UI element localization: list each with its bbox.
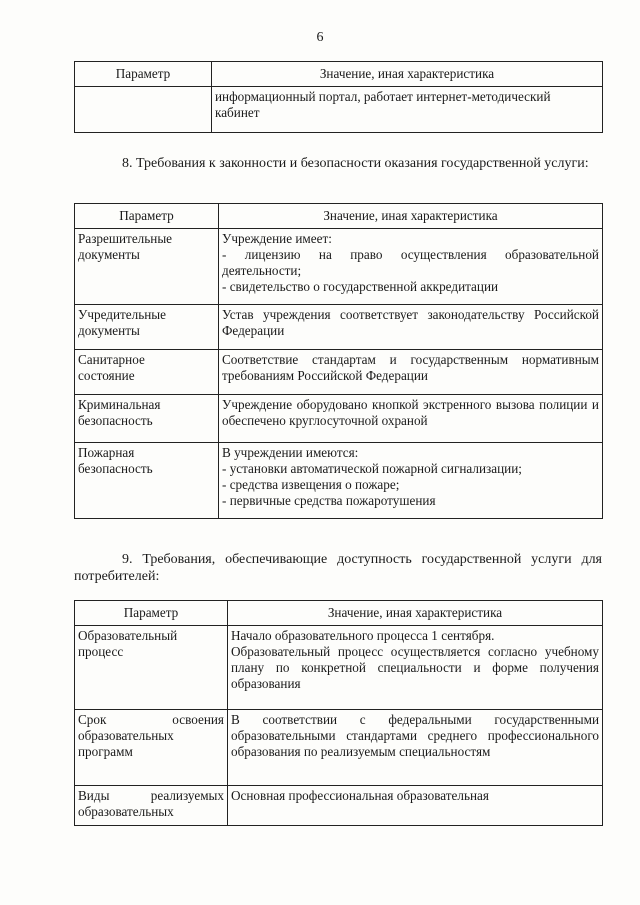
value-line: кабинет — [215, 105, 260, 120]
param-cell: Санитарное состояние — [75, 350, 219, 395]
param-cell: Пожарная безопасность — [75, 443, 219, 519]
continuation-table — [74, 61, 603, 133]
value-line: информационный портал, работает интернет-методический — [215, 89, 551, 104]
value-cell: Начало образовательного процесса 1 сентября. Образовательный процесс осуществляется согласно учебному плану по конкретной специальности и форме получения образования — [228, 626, 603, 710]
param-cell: Учредительные документы — [75, 305, 219, 350]
value-cell — [212, 87, 603, 133]
header-param: Параметр — [75, 62, 212, 87]
value-cell: Устав учреждения соответствует законодательству Российской Федерации — [219, 305, 603, 350]
header-param: Параметр — [75, 204, 219, 229]
section-9-heading: 9. Требования, обеспечивающие доступность государственной услуги для потребителей: — [74, 552, 602, 584]
section-9-table — [74, 600, 603, 826]
param-cell: Виды реализуемых образовательных — [75, 786, 228, 826]
section-8-table — [74, 203, 603, 519]
header-param: Параметр — [75, 601, 228, 626]
section-8-heading: 8. Требования к законности и безопасности оказания государственной услуги: — [122, 156, 589, 171]
header-value: Значение, иная характеристика — [219, 204, 603, 229]
header-value: Значение, иная характеристика — [212, 62, 603, 87]
value-cell: Учреждение оборудовано кнопкой экстренного вызова полиции и обеспечено круглосуточной охраной — [219, 395, 603, 443]
header-value: Значение, иная характеристика — [228, 601, 603, 626]
value-cell: Соответствие стандартам и государственным нормативным требованиям Российской Федерации — [219, 350, 603, 395]
param-cell: Разрешительные документы — [75, 229, 219, 305]
param-cell: Образовательный процесс — [75, 626, 228, 710]
value-cell: Учреждение имеет: - лицензию на право осуществления образовательной деятельности; - свидетельство о государственной аккредитации — [219, 229, 603, 305]
value-cell: В соответствии с федеральными государственными образовательными стандартами среднего профессионального образования по реализуемым специальностям — [228, 710, 603, 786]
param-cell: Криминальная безопасность — [75, 395, 219, 443]
value-cell: Основная профессиональная образовательная — [228, 786, 603, 826]
param-cell: Срок освоения образовательных программ — [75, 710, 228, 786]
value-cell: В учреждении имеются: - установки автоматической пожарной сигнализации; - средства извещения о пожаре; - первичные средства пожаротушения — [219, 443, 603, 519]
page-number: 6 — [316, 30, 324, 45]
param-cell — [75, 87, 212, 133]
